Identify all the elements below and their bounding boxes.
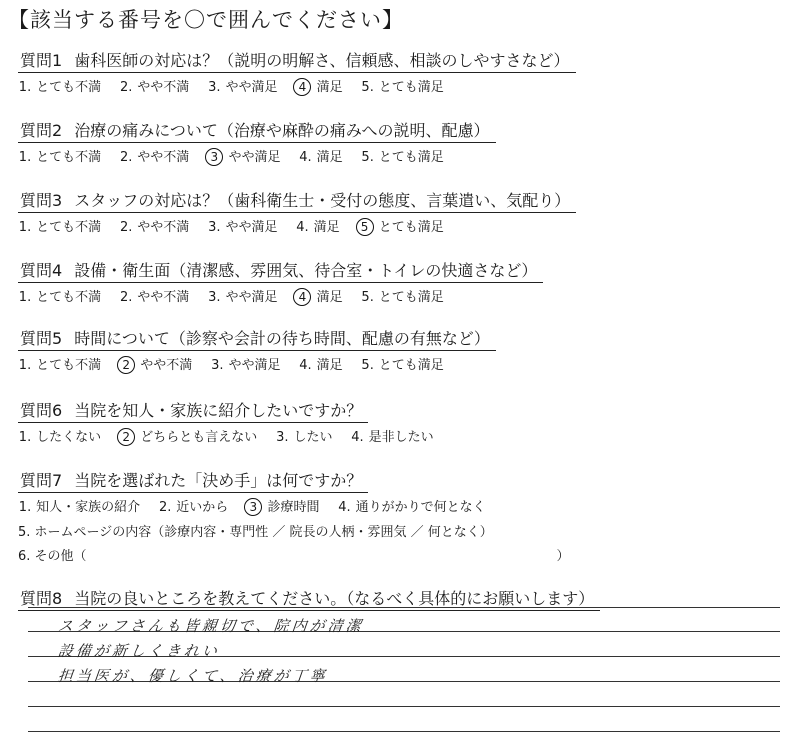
handwritten-answer: 担当医が、優しくて、治療が丁寧 [57, 667, 329, 685]
question-text: 治療の痛みについて（治療や麻酔の痛みへの説明、配慮） [74, 121, 490, 140]
question-title [18, 398, 368, 423]
question-number: 質問2 [20, 121, 63, 140]
option [18, 496, 140, 515]
option [18, 146, 101, 165]
question-text: 時間について（診察や会計の待ち時間、配慮の有無など） [74, 329, 490, 348]
option-label: 通りがかりで何となく [355, 500, 486, 515]
option-number: 1. [18, 358, 32, 373]
option [158, 496, 228, 515]
option-label: やや満足 [225, 80, 278, 95]
option-selected [295, 286, 342, 306]
option-number: 2. [119, 290, 133, 305]
option-label: とても不満 [36, 150, 102, 165]
question-7 [18, 468, 778, 564]
option-number: 5. [361, 290, 374, 305]
option [361, 76, 444, 95]
option-label: やや満足 [225, 290, 278, 305]
option [18, 76, 101, 95]
option-label: 知人・家族の紹介 [36, 500, 141, 515]
option-label: どちらとも言えない [140, 430, 258, 445]
option-label: 近いから [176, 500, 229, 515]
question-title [18, 118, 496, 143]
option-label: やや不満 [137, 150, 190, 165]
option-label: とても満足 [378, 150, 444, 165]
option-number: 4 [293, 78, 311, 96]
question-6 [18, 398, 778, 446]
option-6-label: 6. その他（ [18, 549, 87, 564]
option-5-line: 5. ホームページの内容（診療内容・専門性 ／ 院長の人柄・雰囲気 ／ 何となく） [18, 525, 493, 540]
option [275, 426, 332, 445]
option-6-close: ） [556, 549, 570, 564]
question-text: 設備・衛生面（清潔感、雰囲気、待合室・トイレの快適さなど） [74, 261, 538, 280]
question-3 [18, 188, 778, 236]
option [207, 286, 277, 305]
option [298, 146, 342, 165]
option-number: 2. [158, 500, 172, 515]
page-title: 【該当する番号を〇で囲んでください】 [8, 8, 404, 32]
option [361, 146, 444, 165]
option-number: 4 [293, 288, 311, 306]
option-label: したい [293, 430, 333, 445]
option-label: 満足 [316, 150, 343, 165]
answer-rule [28, 706, 780, 707]
question-text: 当院を選ばれた「決め手」は何ですか？ [74, 471, 363, 490]
option-number: 2. [119, 150, 133, 165]
option-number: 2. [119, 80, 133, 95]
option-number: 1. [18, 80, 32, 95]
option-selected [295, 76, 342, 96]
option-label: やや不満 [137, 80, 190, 95]
option-number: 3. [276, 430, 289, 445]
option-label: やや不満 [140, 358, 193, 373]
question-1 [18, 48, 778, 96]
option-selected [246, 496, 319, 516]
options-row [18, 146, 778, 166]
options-row [18, 76, 778, 96]
option [207, 216, 277, 235]
question-title [18, 48, 576, 73]
option [295, 216, 339, 235]
option-label: やや満足 [228, 150, 281, 165]
option [18, 426, 101, 445]
question-title [18, 468, 368, 493]
question-text: スタッフの対応は？（歯科衛生士・受付の態度、言葉遣い、気配り） [74, 191, 571, 210]
option-number: 4. [299, 150, 312, 165]
option-label: とても満足 [378, 220, 444, 235]
option [119, 286, 189, 305]
option [361, 286, 444, 305]
option-label: やや不満 [137, 290, 190, 305]
option-selected [207, 146, 280, 166]
option-number: 1. [18, 500, 32, 515]
option-number: 1. [18, 220, 32, 235]
option [298, 354, 342, 373]
option-label: やや満足 [228, 358, 281, 373]
option [350, 426, 433, 445]
option-number: 1. [18, 430, 32, 445]
question-number: 質問1 [20, 51, 63, 70]
option-number: 3 [244, 498, 262, 516]
option-label: とても不満 [36, 358, 102, 373]
question-4 [18, 258, 778, 306]
option-label: やや不満 [137, 220, 190, 235]
question-number: 質問8 [20, 589, 63, 608]
question-text: 当院を知人・家族に紹介したいですか？ [74, 401, 363, 420]
option-number: 4. [296, 220, 309, 235]
option [361, 354, 444, 373]
options-row [18, 216, 778, 236]
option-label: とても不満 [36, 220, 102, 235]
option-number: 1. [18, 290, 32, 305]
option [119, 76, 189, 95]
handwritten-answer: スタッフさんも皆親切で、院内が清潔 [57, 617, 365, 635]
question-text: 当院の良いところを教えてください。（なるべく具体的にお願いします） [74, 589, 595, 608]
option-label: とても満足 [378, 80, 444, 95]
question-title [18, 326, 496, 351]
option-6-line [18, 545, 778, 564]
question-number: 質問5 [20, 329, 63, 348]
question-2 [18, 118, 778, 166]
option [18, 286, 101, 305]
option-label: 満足 [316, 80, 343, 95]
answer-rule [28, 731, 780, 732]
question-title [18, 258, 543, 283]
option [119, 216, 189, 235]
option-label: 満足 [316, 358, 343, 373]
option [119, 146, 189, 165]
option-number: 3 [205, 148, 223, 166]
question-text: 歯科医師の対応は？（説明の明解さ、信頼感、相談のしやすさなど） [74, 51, 570, 70]
option-number: 3. [208, 80, 221, 95]
option-number: 4. [338, 500, 351, 515]
option-number: 4. [351, 430, 364, 445]
question-5 [18, 326, 778, 374]
options-row [18, 354, 778, 374]
option-label: 是非したい [368, 430, 434, 445]
option-number: 3. [208, 220, 221, 235]
option-number: 5 [356, 218, 374, 236]
option-number: 4. [299, 358, 312, 373]
question-number: 質問7 [20, 471, 63, 490]
answer-rule [28, 607, 780, 608]
option-label: とても不満 [36, 80, 102, 95]
option-selected [358, 216, 444, 236]
option-number: 3. [211, 358, 224, 373]
options-row [18, 426, 778, 446]
option-number: 2 [117, 356, 135, 374]
option-number: 3. [208, 290, 221, 305]
option-selected [119, 354, 192, 374]
option-label: とても満足 [378, 358, 444, 373]
option-number: 1. [18, 150, 32, 165]
question-title [18, 188, 576, 213]
option [18, 216, 101, 235]
option [18, 354, 101, 373]
options-row [18, 286, 778, 306]
option-selected [119, 426, 257, 446]
question-number: 質問4 [20, 261, 63, 280]
option-number: 5. [361, 150, 374, 165]
option-label: やや満足 [225, 220, 278, 235]
option [207, 76, 277, 95]
option-number: 2. [119, 220, 133, 235]
option-number: 5. [361, 358, 374, 373]
option-label: とても不満 [36, 290, 102, 305]
option-label: 満足 [316, 290, 343, 305]
option-label: 満足 [313, 220, 340, 235]
option-label: したくない [36, 430, 102, 445]
options-row [18, 496, 778, 516]
option-number: 5. [361, 80, 374, 95]
option [337, 496, 485, 515]
option [210, 354, 280, 373]
option-label: 診療時間 [267, 500, 320, 515]
option-label: とても満足 [378, 290, 444, 305]
question-number: 質問3 [20, 191, 63, 210]
question-number: 質問6 [20, 401, 63, 420]
handwritten-answer: 設備が新しくきれい [57, 642, 221, 660]
option-number: 2 [117, 428, 135, 446]
